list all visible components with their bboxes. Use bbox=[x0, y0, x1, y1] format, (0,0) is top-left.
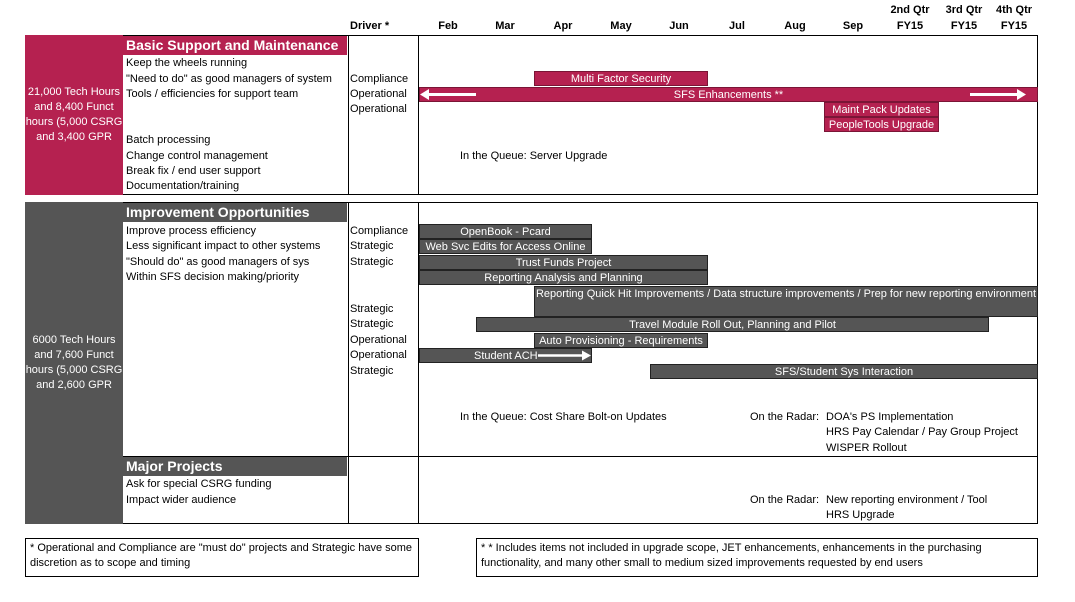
improve-label: Less significant impact to other systems bbox=[126, 240, 321, 252]
improve-label: Within SFS decision making/priority bbox=[126, 271, 300, 283]
improve-label: Improve process efficiency bbox=[126, 225, 257, 237]
improve-radar-item: HRS Pay Calendar / Pay Group Project bbox=[826, 426, 1018, 438]
basic-hours-panel bbox=[25, 35, 123, 195]
month-apr: Apr bbox=[553, 20, 573, 32]
improve-hours-text: 6000 Tech Hours and 7,600 Funct hours (5,000 CSRG and 2,600 GPR bbox=[25, 334, 123, 391]
basic-label: Documentation/training bbox=[126, 180, 240, 192]
bar-reporting-analysis: Reporting Analysis and Planning bbox=[419, 270, 708, 285]
basic-driver: Operational bbox=[350, 88, 407, 100]
quarter-2-fy: FY15 bbox=[896, 20, 924, 32]
bar-reporting-quick-hit: Reporting Quick Hit Improvements / Data structure improvements / Prep for new reporting environment bbox=[534, 286, 1038, 317]
major-radar-item: HRS Upgrade bbox=[826, 509, 895, 521]
month-aug: Aug bbox=[784, 20, 806, 32]
basic-label: Change control management bbox=[126, 150, 268, 162]
bar-sfs-enhancements-label: SFS Enhancements ** bbox=[673, 89, 784, 101]
driver-header: Driver * bbox=[350, 20, 390, 32]
basic-label: Keep the wheels running bbox=[126, 57, 248, 69]
quarter-2-label: 2nd Qtr bbox=[890, 4, 930, 16]
bar-auto-provisioning: Auto Provisioning - Requirements bbox=[534, 333, 708, 348]
quarter-3-fy: FY15 bbox=[950, 20, 978, 32]
major-section-title: Major Projects bbox=[123, 457, 347, 476]
major-label: Ask for special CSRG funding bbox=[126, 478, 272, 490]
footnote-enhancements: * * Includes items not included in upgrade scope, JET enhancements, enhancements in the purchasing functionality, and many other small to medium sized improvements requested by end users bbox=[476, 538, 1038, 577]
major-label: Impact wider audience bbox=[126, 494, 237, 506]
improve-driver: Strategic bbox=[350, 303, 394, 315]
bar-sfs-student-sys: SFS/Student Sys Interaction bbox=[650, 364, 1038, 379]
basic-hours-text: 21,000 Tech Hours and 8,400 Funct hours (5,000 CSRG and 3,400 GPR bbox=[25, 86, 123, 143]
bar-trust-funds: Trust Funds Project bbox=[419, 255, 708, 270]
improve-driver: Operational bbox=[350, 349, 407, 361]
major-radar-item: New reporting environment / Tool bbox=[826, 494, 988, 506]
bar-peopletools-upgrade: PeopleTools Upgrade bbox=[824, 117, 939, 132]
improve-driver: Strategic bbox=[350, 240, 394, 252]
month-jun: Jun bbox=[669, 20, 689, 32]
arrow-right-icon bbox=[538, 349, 592, 362]
bar-student-ach-label: Student ACH bbox=[474, 350, 538, 362]
improve-radar-item: WISPER Rollout bbox=[826, 442, 907, 454]
bar-travel-module: Travel Module Roll Out, Planning and Pilot bbox=[476, 317, 989, 332]
basic-label: Batch processing bbox=[126, 134, 211, 146]
improve-radar-label: On the Radar: bbox=[750, 411, 820, 423]
major-radar-label: On the Radar: bbox=[750, 494, 820, 506]
bar-multi-factor-security: Multi Factor Security bbox=[534, 71, 708, 86]
bar-sfs-enhancements bbox=[419, 87, 1038, 102]
improve-driver: Operational bbox=[350, 334, 407, 346]
basic-label: Break fix / end user support bbox=[126, 165, 261, 177]
basic-label: "Need to do" as good managers of system bbox=[126, 73, 332, 85]
improve-driver: Strategic bbox=[350, 256, 394, 268]
bar-web-svc-edits: Web Svc Edits for Access Online bbox=[419, 239, 592, 254]
month-may: May bbox=[610, 20, 632, 32]
basic-label: Tools / efficiencies for support team bbox=[126, 88, 299, 100]
quarter-4-label: 4th Qtr bbox=[995, 4, 1033, 16]
basic-section-title: Basic Support and Maintenance bbox=[123, 36, 347, 55]
footnote-must-do: * Operational and Compliance are "must do" projects and Strategic have some discretion as to scope and timing bbox=[25, 538, 419, 577]
arrow-left-icon bbox=[420, 88, 480, 101]
month-sep: Sep bbox=[842, 20, 864, 32]
month-jul: Jul bbox=[729, 20, 745, 32]
improve-driver: Strategic bbox=[350, 318, 394, 330]
quarter-3-label: 3rd Qtr bbox=[945, 4, 983, 16]
improve-driver: Strategic bbox=[350, 365, 394, 377]
basic-queue-text: In the Queue: Server Upgrade bbox=[460, 150, 608, 162]
arrow-right-icon bbox=[968, 88, 1028, 101]
bar-openbook-pcard: OpenBook - Pcard bbox=[419, 224, 592, 239]
improve-driver: Compliance bbox=[350, 225, 409, 237]
improve-hours-panel bbox=[25, 202, 123, 524]
improve-label: "Should do" as good managers of sys bbox=[126, 256, 310, 268]
improve-section-title: Improvement Opportunities bbox=[123, 203, 347, 222]
improve-queue-text: In the Queue: Cost Share Bolt-on Updates bbox=[460, 411, 667, 423]
month-feb: Feb bbox=[438, 20, 458, 32]
month-mar: Mar bbox=[495, 20, 515, 32]
basic-driver: Compliance bbox=[350, 73, 409, 85]
improve-radar-item: DOA's PS Implementation bbox=[826, 411, 954, 423]
quarter-4-fy: FY15 bbox=[1000, 20, 1028, 32]
bar-maint-pack-updates: Maint Pack Updates bbox=[824, 102, 939, 117]
basic-driver: Operational bbox=[350, 103, 407, 115]
